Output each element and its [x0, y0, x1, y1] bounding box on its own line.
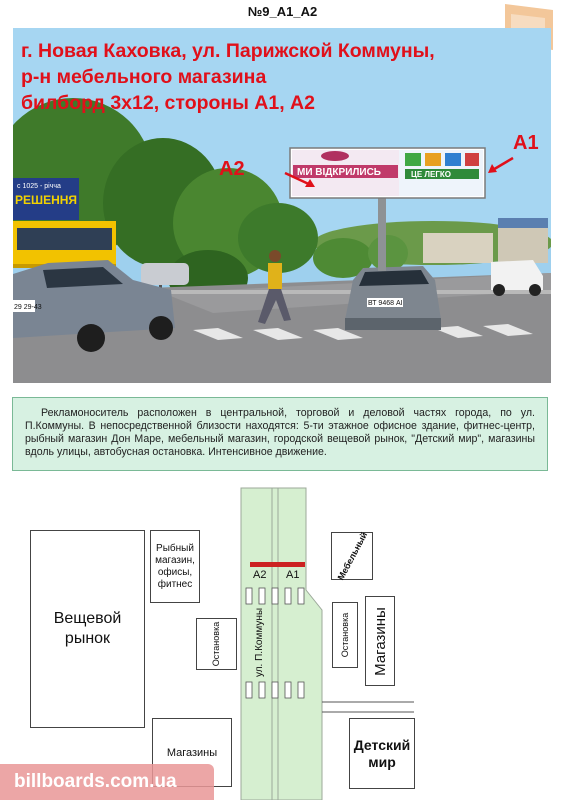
furniture-block — [331, 532, 373, 580]
shops-bottom-block: Магазины — [152, 718, 232, 787]
headline — [21, 38, 541, 116]
stop-left-label: Остановка — [211, 621, 222, 667]
headline-line-3: билборд 3х12, стороны А1, А2 — [21, 92, 315, 114]
map-a2-label: А2 — [253, 569, 267, 581]
side-a1-label: А1 — [513, 132, 539, 154]
billboard-right-text: ЦЕ ЛЕГКО — [411, 170, 451, 179]
board-code: №9_А1_А2 — [247, 4, 318, 19]
furniture-label: Мебельный — [335, 530, 369, 582]
map-a1-label: А1 — [286, 569, 300, 581]
stop-right-label: Остановка — [340, 612, 350, 658]
headline-line-1: г. Новая Каховка, ул. Парижской Коммуны, — [21, 40, 435, 62]
fish-shop-block: Рыбный магазин, офисы, фитнес — [150, 530, 200, 603]
shop-sign-text: РЕШЕННЯ — [15, 193, 78, 207]
location-map — [0, 480, 565, 800]
stop-right-block — [332, 602, 358, 668]
street-photo — [13, 28, 551, 383]
site-watermark[interactable]: billboards.com.ua — [0, 764, 214, 800]
shops-right-block — [365, 596, 395, 686]
stop-left-block — [196, 618, 237, 670]
car-plate-right: ВТ 9468 АІ — [368, 300, 403, 307]
market-block: Вещевой рынок — [30, 530, 145, 728]
shop-sign-top: с 1025 - річча — [17, 183, 61, 190]
info-box: Рекламоноситель расположен в центральной, торговой и деловой частях города, по ул. П.Коммуны. В непосредственной близости находятся: 5-ти этажное офисное здание, фитнес-центр, рыбный магазин Дон Маре, мебельный магазин, городской вещевой рынок, "Детский мир", магазины вдоль улицы, автобусная остановка. Интенсивное движение. — [12, 397, 548, 471]
kids-world-block: Детский мир — [349, 718, 415, 789]
street-label: ул. П.Коммуны — [254, 607, 266, 678]
shops-right-label: Магазины — [371, 606, 389, 676]
billboard-main-text: МИ ВІДКРИЛИСЬ — [297, 167, 381, 178]
side-a2-label: А2 — [219, 158, 245, 180]
car-plate-left: 29 29-43 — [14, 304, 42, 311]
headline-line-2: р-н мебельного магазина — [21, 66, 267, 88]
